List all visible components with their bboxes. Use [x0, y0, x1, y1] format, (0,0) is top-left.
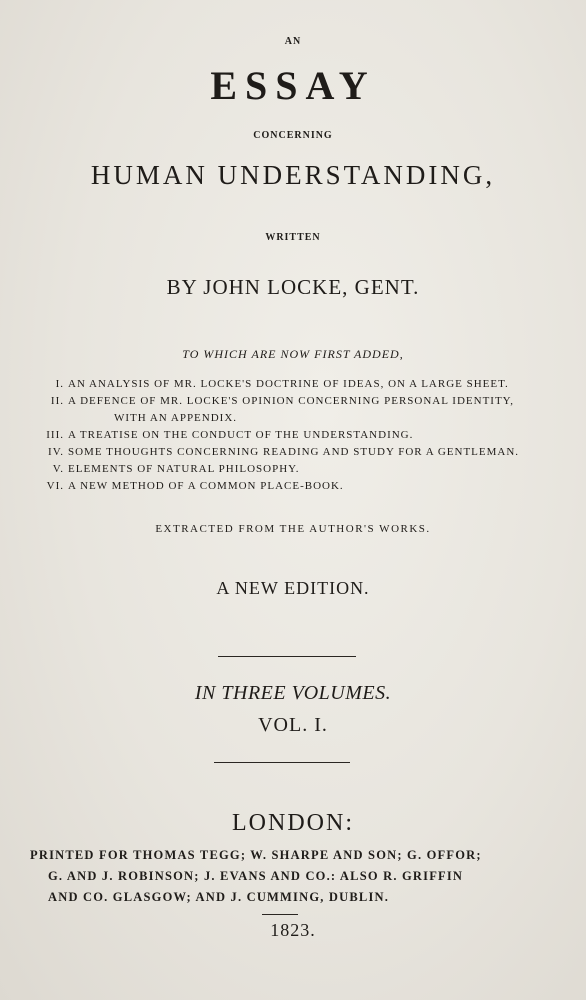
contents-item-text: SOME THOUGHTS CONCERNING READING AND STUDY FOR A GENTLEMAN.	[68, 446, 520, 458]
article-an: AN	[284, 36, 302, 47]
imprint-place: LONDON:	[232, 810, 354, 836]
printer-line: AND CO. GLASGOW; AND J. CUMMING, DUBLIN.	[48, 890, 390, 904]
contents-item-text: A DEFENCE OF MR. LOCKE'S OPINION CONCERNING PERSONAL IDENTITY,	[68, 395, 514, 407]
first-added-heading: TO WHICH ARE NOW FIRST ADDED,	[182, 347, 404, 361]
volume-number: VOL. I.	[258, 714, 328, 736]
contents-item-text: A TREATISE ON THE CONDUCT OF THE UNDERSTANDING.	[68, 429, 414, 441]
imprint-year: 1823.	[270, 920, 316, 940]
divider-rule-bottom	[214, 762, 350, 763]
edition-line: A NEW EDITION.	[216, 578, 370, 598]
contents-item	[42, 427, 562, 444]
contents-item-number: IV.	[48, 446, 64, 458]
extracted-note: EXTRACTED FROM THE AUTHOR'S WORKS.	[155, 523, 431, 535]
contents-item-number: I.	[55, 378, 64, 390]
contents-item-number: VI.	[46, 480, 64, 492]
contents-item-continuation: WITH AN APPENDIX.	[114, 412, 238, 424]
contents-item-number: II.	[50, 395, 64, 407]
printer-line: PRINTED FOR THOMAS TEGG; W. SHARPE AND SON; G. OFFOR;	[30, 848, 482, 862]
word-written: WRITTEN	[265, 232, 321, 243]
year-rule	[262, 914, 298, 915]
contents-item-text: AN ANALYSIS OF MR. LOCKE'S DOCTRINE OF IDEAS, ON A LARGE SHEET.	[68, 378, 509, 390]
word-concerning: CONCERNING	[253, 130, 333, 141]
printer-line: G. AND J. ROBINSON; J. EVANS AND CO.: ALSO R. GRIFFIN	[48, 869, 464, 883]
divider-rule-top	[218, 656, 356, 657]
contents-item-text: ELEMENTS OF NATURAL PHILOSOPHY.	[68, 463, 300, 475]
contents-item-number: V.	[52, 463, 64, 475]
contents-item	[42, 393, 562, 410]
volumes-line: IN THREE VOLUMES.	[194, 682, 392, 704]
contents-item	[42, 376, 562, 393]
contents-item-number: III.	[46, 429, 64, 441]
contents-list	[42, 376, 562, 495]
contents-item	[42, 444, 562, 461]
title-human-understanding: HUMAN UNDERSTANDING,	[90, 160, 496, 190]
title-essay: ESSAY	[210, 63, 376, 108]
author-line: BY JOHN LOCKE, GENT.	[166, 275, 420, 299]
contents-item	[42, 478, 562, 495]
contents-item	[42, 461, 562, 478]
contents-item-text: A NEW METHOD OF A COMMON PLACE-BOOK.	[68, 480, 344, 492]
